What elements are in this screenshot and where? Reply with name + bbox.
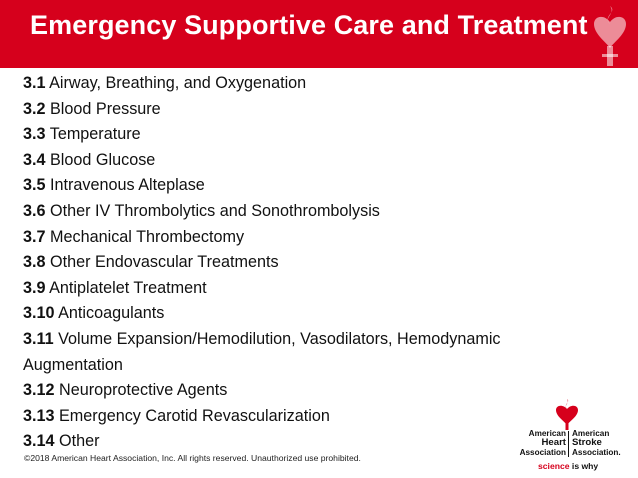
- section-number: 3.9: [23, 278, 46, 297]
- section-title: Blood Glucose: [45, 150, 156, 169]
- section-title: Blood Pressure: [45, 99, 161, 118]
- section-title: Mechanical Thrombectomy: [45, 227, 245, 246]
- logo-text: American: [572, 429, 610, 438]
- list-item: [23, 225, 563, 251]
- heart-torch-watermark-icon: [588, 2, 632, 68]
- section-number: 3.14: [23, 432, 55, 451]
- section-number: 3.7: [23, 227, 46, 246]
- section-title: Volume Expansion/Hemodilution, Vasodilators, Hemodynamic Augmentation: [23, 329, 501, 374]
- section-number: 3.10: [23, 304, 55, 323]
- logo-text: Association.: [572, 447, 621, 457]
- copyright-notice: ©2018 American Heart Association, Inc. All rights reserved. Unauthorized use prohibited.: [24, 453, 361, 463]
- list-item: [23, 301, 563, 327]
- section-title: Temperature: [45, 125, 141, 144]
- topic-list: [23, 71, 563, 455]
- section-number: 3.5: [23, 176, 46, 195]
- slide-title: Emergency Supportive Care and Treatment: [30, 10, 588, 40]
- logo-text: Heart: [541, 437, 566, 449]
- heart-torch-icon: [554, 398, 580, 430]
- section-number: 3.2: [23, 99, 46, 118]
- logo-text: Association: [519, 447, 566, 457]
- section-number: 3.8: [23, 253, 46, 272]
- list-item: [23, 148, 563, 174]
- title-bar: [0, 0, 638, 68]
- list-item: [23, 429, 563, 455]
- list-item: [23, 71, 563, 97]
- section-number: 3.11: [23, 329, 54, 348]
- tagline-rest: is why: [569, 461, 599, 471]
- section-title: Antiplatelet Treatment: [45, 278, 207, 297]
- section-title: Other IV Thrombolytics and Sonothrombolysis: [45, 201, 380, 220]
- list-item: [23, 199, 563, 225]
- list-item: [23, 122, 563, 148]
- logo-heart-association-name: [520, 429, 566, 457]
- section-number: 3.3: [23, 125, 46, 144]
- section-number: 3.12: [23, 381, 55, 400]
- list-item: [23, 97, 563, 123]
- section-number: 3.6: [23, 201, 46, 220]
- list-item: [23, 404, 563, 430]
- section-number: 3.13: [23, 406, 55, 425]
- list-item: [23, 378, 563, 404]
- section-title: Anticoagulants: [54, 304, 165, 323]
- logo-stroke-association-name: [572, 429, 621, 457]
- section-title: Neuroprotective Agents: [54, 381, 228, 400]
- section-title: Emergency Carotid Revascularization: [54, 406, 330, 425]
- list-item: [23, 327, 563, 378]
- aha-asa-logo: [510, 398, 630, 474]
- section-title: Airway, Breathing, and Oxygenation: [45, 74, 307, 92]
- logo-divider: [568, 431, 569, 457]
- logo-text: Stroke: [572, 437, 602, 449]
- logo-text: American: [528, 429, 566, 438]
- logo-tagline: [538, 461, 598, 471]
- tagline-science: science: [538, 461, 570, 471]
- section-title: Other Endovascular Treatments: [45, 253, 279, 272]
- list-item: [23, 173, 563, 199]
- section-number: 3.4: [23, 150, 46, 169]
- list-item: [23, 276, 563, 302]
- section-title: Other: [54, 432, 100, 451]
- logo-wordmark: [510, 429, 630, 459]
- section-title: Intravenous Alteplase: [45, 176, 205, 195]
- section-number: 3.1: [23, 74, 46, 92]
- list-item: [23, 250, 563, 276]
